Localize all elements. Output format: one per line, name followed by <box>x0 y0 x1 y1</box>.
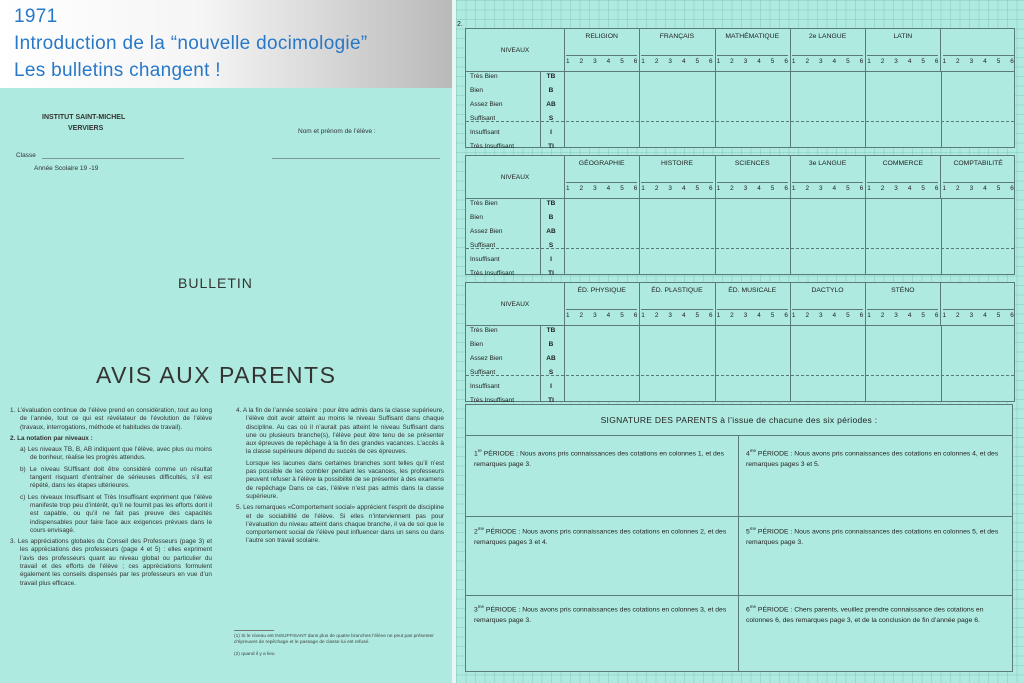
level-abbr: B <box>548 214 554 221</box>
grade-table-2 <box>465 155 1015 275</box>
period-ordinal-suffix: re <box>477 448 482 453</box>
level-abbr: TI <box>548 397 554 404</box>
level-label: Bien <box>470 214 484 221</box>
period-number: 6 <box>784 312 788 319</box>
period-number: 4 <box>606 185 611 192</box>
subject-name: ÉD. PLASTIQUE <box>651 287 703 294</box>
level-abbr: TI <box>548 143 554 150</box>
column-divider <box>865 71 866 147</box>
period-number: 5 <box>846 58 850 65</box>
grade-table-header <box>466 283 1014 326</box>
period-number: 3 <box>818 185 823 192</box>
period-number: 2 <box>654 58 659 65</box>
level-label: Bien <box>470 87 484 94</box>
column-divider <box>865 198 866 274</box>
column-divider <box>865 325 866 401</box>
period-number: 3 <box>743 58 748 65</box>
period-number: 3 <box>668 185 672 192</box>
period-numbers <box>641 55 712 65</box>
subject-name: SCIENCES <box>734 160 770 167</box>
period-text: PÉRIODE : Nous avons pris connaissances des cotations en colonnes 5, et des remarques page 3. <box>746 528 999 547</box>
niveaux-header: NIVEAUX <box>466 283 565 325</box>
period-number: 6 <box>934 185 939 192</box>
period-number: 1 <box>566 185 570 192</box>
period-number: 1 <box>791 185 796 192</box>
level-label: Insuffisant <box>470 256 500 263</box>
notice-item-2c: c) Les niveaux Insuffisant et Très Insuffisant expriment que l’élève manifeste trop peu d’intérêt, qu’il ne fournit pas les efforts dont il est capable, ou qu’il ne fait pas preuve des capacités indispensables pour faire face aux exigences prévues dans le cours envisagé. <box>20 493 212 534</box>
column-divider <box>941 71 942 147</box>
subject-header <box>564 29 640 71</box>
period-number: 3 <box>894 312 898 319</box>
period-number: 5 <box>620 58 624 65</box>
level-abbr: I <box>550 129 552 136</box>
period-number: 6 <box>1010 58 1014 65</box>
period-number: 6 <box>633 312 638 319</box>
subject-header <box>941 283 1016 325</box>
period-number: 3 <box>593 312 597 319</box>
period-number: 1 <box>791 58 796 65</box>
signature-row-divider <box>466 595 1012 596</box>
period-number: 1 <box>641 312 645 319</box>
abbr-divider <box>540 71 541 147</box>
period-numbers <box>641 309 712 319</box>
subject-name: RELIGION <box>585 33 618 40</box>
level-abbr: B <box>548 341 554 348</box>
subject-name: 3e LANGUE <box>808 160 847 167</box>
period-number: 1 <box>867 58 871 65</box>
level-label: Très Insuffisant <box>470 143 515 150</box>
period-number: 3 <box>894 58 898 65</box>
level-abbr: B <box>548 87 554 94</box>
period-number: 6 <box>784 185 788 192</box>
subject-name: LATIN <box>893 33 913 40</box>
period-numbers <box>792 309 863 319</box>
period-number: 3 <box>894 185 898 192</box>
period-number: 3 <box>969 312 974 319</box>
grade-table-3 <box>465 282 1015 402</box>
level-abbr: AB <box>546 101 556 108</box>
period-number: 2 <box>579 58 584 65</box>
abbr-divider <box>540 198 541 274</box>
subject-header <box>941 156 1016 198</box>
subject-header <box>639 29 715 71</box>
subject-header <box>865 283 941 325</box>
period-number: 1 <box>867 185 871 192</box>
period-number: 2 <box>880 312 885 319</box>
level-abbr: I <box>550 383 552 390</box>
level-label: Très Insuffisant <box>470 397 515 404</box>
signature-period-6[interactable] <box>746 601 1008 626</box>
period-number: 5 <box>921 185 925 192</box>
period-ordinal: 3 <box>474 606 478 614</box>
period-number: 1 <box>716 58 721 65</box>
subject-header <box>790 156 866 198</box>
period-text: PÉRIODE : Nous avons pris connaissances des cotations en colonnes 3, et des remarques page 3. <box>474 606 727 625</box>
period-number: 6 <box>709 312 713 319</box>
period-number: 2 <box>956 58 960 65</box>
level-abbr: I <box>550 256 552 263</box>
page-number: 2. <box>457 21 463 28</box>
level-abbr: AB <box>546 355 556 362</box>
column-divider <box>715 71 716 147</box>
period-number: 6 <box>709 58 713 65</box>
period-number: 1 <box>716 185 721 192</box>
period-number: 1 <box>942 185 947 192</box>
period-text: PÉRIODE : Nous avons pris connaissances des cotations en colonnes 1, et des remarques page 3. <box>474 450 724 469</box>
institute-city: VERVIERS <box>68 125 104 132</box>
signature-period-1[interactable] <box>474 445 736 470</box>
title-banner <box>0 0 452 88</box>
notice-item-3: 3. Les appréciations globales du Conseil des Professeurs (page 3) et les appréciations des professeurs (page 4 et 5) : elles expriment l’avis des professeurs quant au niveau global ou particulier du travail et des efforts de l’élève ; ces appréciations formulent également les conseils dispensés par les professeurs en vue d’un travail plus efficace. <box>10 538 212 587</box>
level-label: Très Bien <box>470 327 498 334</box>
period-numbers <box>943 182 1014 192</box>
period-number: 2 <box>880 58 885 65</box>
period-number: 3 <box>593 58 597 65</box>
period-number: 1 <box>942 58 947 65</box>
period-number: 5 <box>996 58 1001 65</box>
institute-name: INSTITUT SAINT-MICHEL <box>42 114 126 121</box>
period-number: 6 <box>934 312 939 319</box>
period-number: 6 <box>709 185 713 192</box>
period-number: 4 <box>907 185 912 192</box>
period-number: 3 <box>969 185 974 192</box>
column-divider <box>941 198 942 274</box>
signature-period-5[interactable] <box>746 523 1008 548</box>
column-divider <box>639 325 640 401</box>
subject-header <box>564 156 640 198</box>
level-label: Bien <box>470 341 484 348</box>
period-number: 1 <box>641 185 645 192</box>
period-numbers <box>867 309 938 319</box>
column-divider <box>564 71 565 147</box>
niveaux-header: NIVEAUX <box>466 29 565 71</box>
level-label: Suffisant <box>470 242 496 249</box>
signature-box <box>465 404 1013 672</box>
period-number: 6 <box>633 58 638 65</box>
column-divider <box>639 198 640 274</box>
notice-item-5: 5. Les remarques «Comportement social» apprécient l’esprit de discipline et de sociabilité de l’élève. Si elles n’interviennent pas pour l’évaluation du niveau atteint dans chaque branche, il va de soi que le comportement social de l’élève peut influencer dans un sens ou dans l’autre son travail scolaire. <box>236 504 444 545</box>
period-number: 1 <box>566 58 570 65</box>
period-number: 3 <box>818 312 823 319</box>
level-abbr: S <box>548 115 554 122</box>
period-numbers <box>943 309 1014 319</box>
bulletin-heading: BULLETIN <box>178 275 253 291</box>
subject-header <box>790 283 866 325</box>
period-number: 2 <box>579 312 584 319</box>
subject-header <box>715 283 791 325</box>
period-number: 2 <box>654 312 659 319</box>
period-numbers <box>641 182 712 192</box>
period-number: 2 <box>730 58 734 65</box>
period-number: 3 <box>743 185 748 192</box>
period-ordinal: 1 <box>474 450 478 458</box>
period-number: 6 <box>1010 185 1014 192</box>
level-label: Insuffisant <box>470 129 500 136</box>
level-label: Assez Bien <box>470 101 503 108</box>
level-abbr: TB <box>546 200 556 207</box>
period-number: 3 <box>668 312 672 319</box>
avis-heading: AVIS AUX PARENTS <box>96 362 337 388</box>
period-number: 5 <box>620 312 624 319</box>
subject-name: GÉOGRAPHIE <box>578 160 625 167</box>
subject-name: FRANÇAIS <box>659 33 695 40</box>
period-number: 5 <box>695 185 700 192</box>
period-number: 6 <box>859 312 864 319</box>
period-ordinal-suffix: me <box>749 448 757 453</box>
subject-header <box>790 29 866 71</box>
level-label: Assez Bien <box>470 228 503 235</box>
signature-period-3[interactable] <box>474 601 736 626</box>
signature-period-2[interactable] <box>474 523 736 548</box>
period-number: 4 <box>983 312 987 319</box>
period-number: 5 <box>770 58 775 65</box>
school-year-label: Année Scolaire 19 -19 <box>34 165 99 172</box>
level-abbr: TI <box>548 270 554 277</box>
period-number: 6 <box>934 58 939 65</box>
period-number: 4 <box>757 312 761 319</box>
period-ordinal-suffix: me <box>477 526 485 531</box>
period-number: 2 <box>956 185 960 192</box>
notice-column-2 <box>234 407 444 549</box>
period-number: 3 <box>743 312 748 319</box>
period-number: 6 <box>633 185 638 192</box>
period-number: 2 <box>805 185 809 192</box>
period-numbers <box>792 55 863 65</box>
period-number: 6 <box>859 185 864 192</box>
period-number: 5 <box>846 185 850 192</box>
period-number: 6 <box>859 58 864 65</box>
signature-divider <box>738 435 739 671</box>
period-number: 2 <box>956 312 960 319</box>
period-numbers <box>867 55 938 65</box>
period-number: 5 <box>996 185 1001 192</box>
period-ordinal: 2 <box>474 528 478 536</box>
signature-title: SIGNATURE DES PARENTS à l’issue de chacune des six périodes : <box>466 405 1012 436</box>
level-label: Suffisant <box>470 115 496 122</box>
level-label: Très Bien <box>470 73 498 80</box>
level-label: Très Bien <box>470 200 498 207</box>
column-divider <box>790 71 791 147</box>
period-number: 5 <box>695 312 700 319</box>
column-divider <box>715 325 716 401</box>
notice-column-1 <box>8 407 212 591</box>
period-number: 4 <box>907 312 912 319</box>
subject-header <box>564 283 640 325</box>
period-number: 4 <box>832 312 837 319</box>
column-divider <box>715 198 716 274</box>
level-abbr: TB <box>546 327 556 334</box>
period-number: 3 <box>818 58 823 65</box>
period-number: 1 <box>566 312 570 319</box>
signature-row-divider <box>466 516 1012 517</box>
period-numbers <box>867 182 938 192</box>
period-number: 4 <box>907 58 912 65</box>
period-ordinal-suffix: me <box>749 604 757 609</box>
grade-table-header <box>466 29 1014 72</box>
period-number: 4 <box>757 58 761 65</box>
subject-name: COMPTABILITÉ <box>953 160 1003 167</box>
subject-name: HISTOIRE <box>660 160 693 167</box>
footnote-rule <box>234 630 274 631</box>
period-numbers <box>717 309 788 319</box>
period-text: PÉRIODE : Nous avons pris connaissances des cotations en colonnes 2, et des remarques pages 3 et 4. <box>474 528 727 547</box>
period-number: 1 <box>791 312 796 319</box>
banner-tagline: Les bulletins changent ! <box>14 60 221 81</box>
subject-name: ÉD. PHYSIQUE <box>577 287 626 294</box>
period-number: 4 <box>757 185 761 192</box>
period-number: 4 <box>681 58 686 65</box>
column-divider <box>790 325 791 401</box>
column-divider <box>564 325 565 401</box>
period-number: 6 <box>784 58 788 65</box>
subject-name: DACTYLO <box>811 287 844 294</box>
period-number: 1 <box>641 58 645 65</box>
banner-year: 1971 <box>14 6 58 27</box>
period-numbers <box>943 55 1014 65</box>
period-number: 1 <box>942 312 947 319</box>
subject-name: MATHÉMATIQUE <box>725 33 780 40</box>
period-number: 4 <box>983 185 987 192</box>
period-number: 5 <box>921 58 925 65</box>
subject-header <box>865 156 941 198</box>
abbr-divider <box>540 325 541 401</box>
notice-item-4: 4. A la fin de l’année scolaire : pour être admis dans la classe supérieure, l’élève doit avoir atteint au moins le niveau Suffisant dans chaque discipline. Au cas où il n’aurait pas atteint le niveau Suffisant dans une ou plusieurs branche(s), l’élève peut être tenu de se présenter aux épreuves de repêchage à la fin des grandes vacances. L’accès à la classe supérieure dépend du succès de ces épreuves. <box>236 407 444 456</box>
level-abbr: AB <box>546 228 556 235</box>
notice-item-1: 1. L’évaluation continue de l’élève prend en considération, tout au long de l’année, tout ce qui est révélateur de l’évolution de l’élève (travaux, interrogations, méthode et habitudes de travail). <box>10 407 212 431</box>
period-number: 3 <box>668 58 672 65</box>
period-numbers <box>566 55 637 65</box>
period-numbers <box>792 182 863 192</box>
subject-name: ÉD. MUSICALE <box>728 287 777 294</box>
class-label: Classe <box>16 152 36 159</box>
level-abbr: S <box>548 369 554 376</box>
student-name-line[interactable] <box>272 158 440 159</box>
period-number: 4 <box>681 312 686 319</box>
level-label: Assez Bien <box>470 355 503 362</box>
period-number: 5 <box>921 312 925 319</box>
period-number: 1 <box>867 312 871 319</box>
subject-header <box>715 156 791 198</box>
period-number: 5 <box>770 312 775 319</box>
period-ordinal: 5 <box>746 528 750 536</box>
period-number: 2 <box>730 185 734 192</box>
level-label: Insuffisant <box>470 383 500 390</box>
period-number: 3 <box>969 58 974 65</box>
signature-period-4[interactable] <box>746 445 1008 470</box>
column-divider <box>790 198 791 274</box>
subject-header <box>715 29 791 71</box>
notice-item-4-cont: Lorsque les lacunes dans certaines branches sont telles qu’il n’est pas possible de les combler pendant les vacances, les professeurs peuvent refuser à l’élève la possibilité de se présenter à des examens de repêchage Dans ce cas, l’élève n’est pas admis dans la classe supérieure. <box>246 459 444 500</box>
period-number: 2 <box>579 185 584 192</box>
grade-table-header <box>466 156 1014 199</box>
period-ordinal: 6 <box>746 606 750 614</box>
period-ordinal: 4 <box>746 450 750 458</box>
period-number: 2 <box>880 185 885 192</box>
column-divider <box>941 325 942 401</box>
period-text: PÉRIODE : Chers parents, veuillez prendre connaissance des cotations en colonnes 6, des remarques page 3, et de la conclusion de fin d’année page 6. <box>746 606 984 625</box>
student-name-label: Nom et prénom de l’élève : <box>298 128 376 135</box>
period-numbers <box>717 55 788 65</box>
grade-table-1 <box>465 28 1015 148</box>
period-numbers <box>717 182 788 192</box>
period-number: 4 <box>832 58 837 65</box>
banner-subtitle: Introduction de la “nouvelle docimologie” <box>14 33 368 54</box>
class-line[interactable] <box>42 158 184 159</box>
level-abbr: S <box>548 242 554 249</box>
footnote-2: (2) quand il y a lieu <box>234 652 275 657</box>
period-number: 5 <box>695 58 700 65</box>
level-label: Très Insuffisant <box>470 270 515 277</box>
period-number: 4 <box>832 185 837 192</box>
notice-item-2b: b) Le niveau SUffisant doit être considéré comme un résultat tangent risquant d’entraîner de sérieuses difficultés, s’il est répété, dans les étapes ultérieures. <box>20 465 212 490</box>
period-numbers <box>566 309 637 319</box>
period-text: PÉRIODE : Nous avons pris connaissances des cotations en colonnes 4, et des remarques pages 3 et 5. <box>746 450 999 469</box>
footnote-1: (1) Si le niveau est INSUFFISANT dans plus de quatre branches l’élève ne peut pas présenter d’épreuves de repêchage et le passage de classe lui est refusé. <box>234 634 434 645</box>
period-ordinal-suffix: me <box>749 526 757 531</box>
bulletin-left-page <box>0 0 452 683</box>
level-abbr: TB <box>546 73 556 80</box>
period-number: 2 <box>730 312 734 319</box>
period-number: 3 <box>593 185 597 192</box>
period-number: 6 <box>1010 312 1014 319</box>
subject-name: COMMERCE <box>882 160 924 167</box>
niveaux-header: NIVEAUX <box>466 156 565 198</box>
level-label: Suffisant <box>470 369 496 376</box>
column-divider <box>564 198 565 274</box>
period-number: 5 <box>996 312 1001 319</box>
subject-header <box>941 29 1016 71</box>
period-number: 2 <box>805 58 809 65</box>
subject-name: STÉNO <box>891 287 915 294</box>
column-divider <box>639 71 640 147</box>
period-number: 5 <box>770 185 775 192</box>
period-number: 4 <box>983 58 987 65</box>
period-number: 2 <box>654 185 659 192</box>
period-number: 4 <box>606 58 611 65</box>
notice-item-2a: a) Les niveaux TB, B, AB indiquent que l’élève, avec plus ou moins de bonheur, réalise les progrès attendus. <box>20 446 212 462</box>
period-number: 5 <box>846 312 850 319</box>
period-number: 4 <box>681 185 686 192</box>
subject-name: 2e LANGUE <box>808 33 847 40</box>
period-numbers <box>566 182 637 192</box>
notice-item-2: 2. La notation par niveaux : <box>10 434 93 442</box>
period-number: 5 <box>620 185 624 192</box>
subject-header <box>865 29 941 71</box>
subject-header <box>639 156 715 198</box>
subject-header <box>639 283 715 325</box>
period-ordinal-suffix: me <box>477 604 485 609</box>
period-number: 1 <box>716 312 721 319</box>
period-number: 2 <box>805 312 809 319</box>
period-number: 4 <box>606 312 611 319</box>
